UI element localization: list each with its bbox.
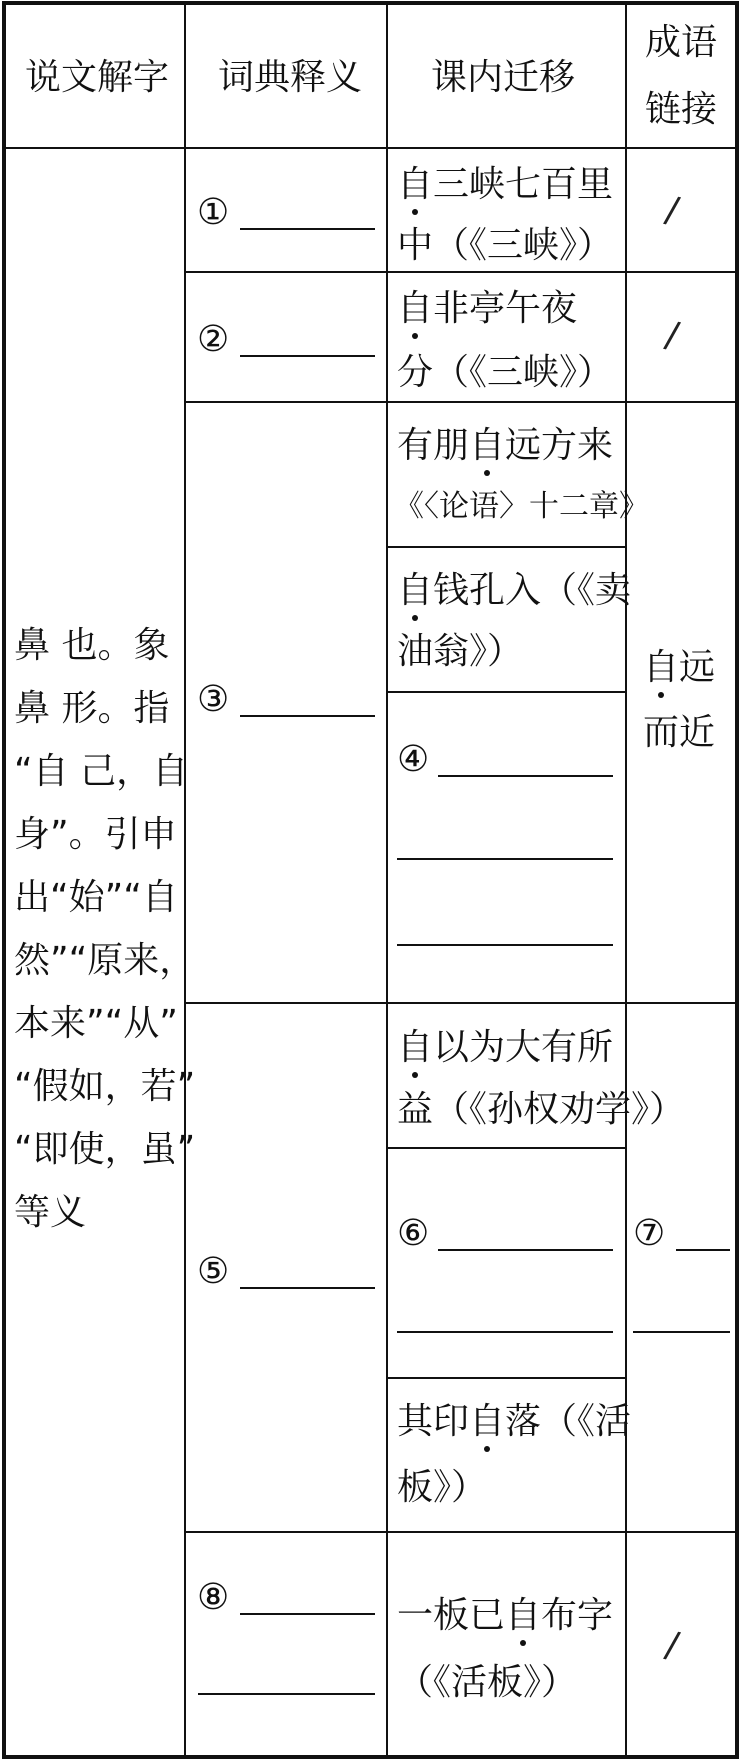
shuowen-line: 本来”“从” — [14, 1003, 178, 1044]
example-2-line1: 自非亭午夜 — [397, 288, 578, 329]
shuowen-line: “自 己，自 — [14, 751, 189, 792]
answer-blank-4c[interactable] — [397, 944, 613, 946]
shuowen-line: 然”“原来， — [14, 940, 196, 981]
shuowen-line: 出“始”“自 — [14, 877, 178, 918]
answer-blank-5[interactable] — [240, 1287, 375, 1289]
shuowen-line: “即使，虽” — [14, 1129, 196, 1170]
header-dictionary: 词典释义 — [218, 57, 363, 98]
blank-marker-8: ⑧ — [197, 1577, 230, 1618]
example-3-line2: 《〈论语〉十二章》 — [394, 489, 649, 524]
header-shuowen: 说文解字 — [25, 57, 170, 98]
blank-marker-6: ⑥ — [397, 1213, 430, 1254]
shuowen-line: 等义 — [14, 1192, 87, 1233]
header-transfer: 课内迁移 — [431, 57, 576, 98]
answer-blank-7b[interactable] — [633, 1331, 730, 1333]
example-5-line1: 自以为大有所 — [397, 1027, 614, 1068]
answer-blank-4a[interactable] — [438, 775, 613, 777]
blank-marker-7: ⑦ — [633, 1213, 666, 1254]
example-4-line2: 油翁》） — [397, 631, 524, 672]
example-6-line1: 其印自落（《活 — [397, 1401, 632, 1442]
example-3-line1: 有朋自远方来 — [397, 425, 614, 466]
key-character: 自 — [505, 1595, 542, 1636]
answer-blank-6b[interactable] — [397, 1331, 613, 1333]
key-character: 自 — [469, 425, 506, 466]
key-character: 自 — [397, 570, 434, 611]
key-character: 自 — [397, 1027, 434, 1068]
example-1-line2: 中（《三峡》） — [397, 225, 614, 266]
blank-marker-3: ③ — [197, 679, 230, 720]
key-character: 自 — [397, 288, 434, 329]
shuowen-line: “假如，若” — [14, 1066, 196, 1107]
answer-blank-4b[interactable] — [397, 858, 613, 860]
empty-slash: / — [661, 1624, 683, 1667]
blank-marker-2: ② — [197, 319, 230, 360]
blank-marker-4: ④ — [397, 739, 430, 780]
header-idiom-line2: 链接 — [645, 89, 718, 130]
idiom-line1: 自远 — [643, 647, 716, 688]
empty-slash: / — [661, 314, 683, 357]
key-character: 自 — [469, 1401, 506, 1442]
example-5-line2: 益（《孙权劝学》） — [397, 1089, 686, 1130]
answer-blank-3[interactable] — [240, 715, 375, 717]
answer-blank-1[interactable] — [240, 228, 375, 230]
example-7-line1: 一板已自布字 — [397, 1595, 614, 1636]
answer-blank-7a[interactable] — [676, 1249, 730, 1251]
shuowen-line: 鼻 形。指 — [14, 688, 170, 729]
answer-blank-8a[interactable] — [240, 1613, 375, 1615]
example-2-line2: 分（《三峡》） — [397, 352, 614, 393]
key-character: 自 — [397, 164, 434, 205]
shuowen-line: 鼻 也。象 — [14, 625, 170, 666]
idiom-line2: 而近 — [643, 712, 716, 753]
answer-blank-6a[interactable] — [438, 1249, 613, 1251]
answer-blank-2[interactable] — [240, 355, 375, 357]
example-6-line2: 板》） — [397, 1467, 488, 1508]
blank-marker-5: ⑤ — [197, 1251, 230, 1292]
example-1-line1: 自三峡七百里 — [397, 164, 614, 205]
answer-blank-8b[interactable] — [198, 1693, 375, 1695]
example-7-line2: （《活板》） — [397, 1662, 578, 1703]
blank-marker-1: ① — [197, 192, 230, 233]
example-4-line1: 自钱孔入（《卖 — [397, 570, 632, 611]
shuowen-line: 身”。引申 — [14, 814, 177, 855]
empty-slash: / — [661, 189, 683, 232]
header-idiom-line1: 成语 — [645, 22, 718, 63]
key-character: 自 — [643, 647, 680, 688]
